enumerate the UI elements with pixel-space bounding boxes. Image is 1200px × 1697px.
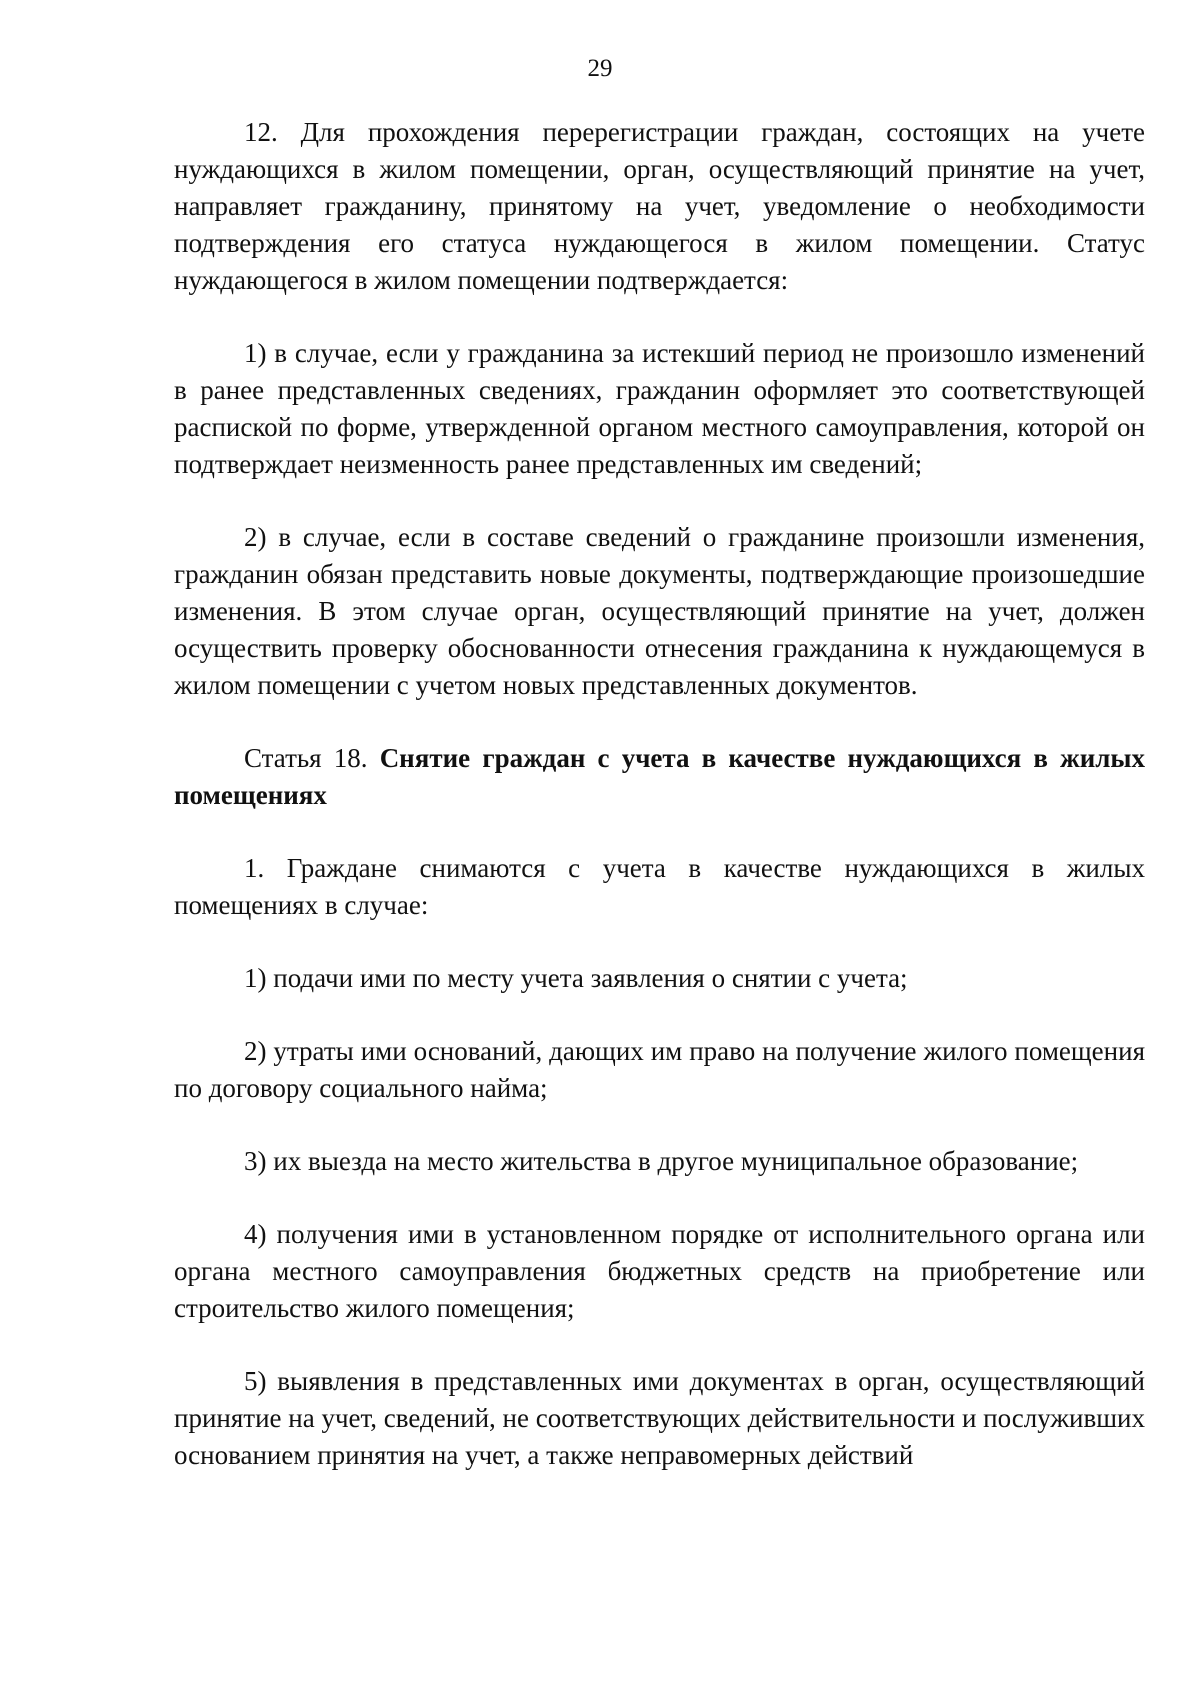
paragraph-subitem-2: 2) в случае, если в составе сведений о гражданине произошли изменения, гражданин обязан представить новые документы, подтверждающие произошедшие изменения. В этом случае орган, осуществляющий принятие на учет, должен осуществить проверку обоснованности отнесения гражданина к нуждающемуся в жилом помещении с учетом новых представленных документов. (174, 522, 1145, 700)
paragraph-item-12: 12. Для прохождения перерегистрации граждан, состоящих на учете нуждающихся в жилом помещении, орган, осуществляющий принятие на учет, направляет гражданину, принятому на учет, уведомление о необходимости подтверждения его статуса нуждающегося в жилом помещении. Статус нуждающегося в жилом помещении подтверждается: (174, 117, 1145, 295)
paragraph-case-5: 5) выявления в представленных ими документах в орган, осуществляющий принятие на учет, сведений, не соответствующих действительности и послуживших основанием принятия на учет, а также неправомерных действий (174, 1366, 1145, 1470)
article-heading (174, 740, 1145, 814)
document-body (174, 114, 1145, 1510)
article-label: Статья 18. (244, 743, 368, 773)
paragraph-case-1: 1) подачи ими по месту учета заявления о снятии с учета; (244, 963, 908, 993)
page-number: 29 (587, 55, 613, 82)
paragraph-case-4: 4) получения ими в установленном порядке от исполнительного органа или органа местного самоуправления бюджетных средств на приобретение или строительство жилого помещения; (174, 1219, 1145, 1323)
paragraph-article-item-1: 1. Граждане снимаются с учета в качестве нуждающихся в жилых помещениях в случае: (174, 853, 1145, 920)
paragraph-case-3: 3) их выезда на место жительства в другое муниципальное образование; (244, 1146, 1079, 1176)
article-title: Снятие граждан с учета в качестве нуждающихся в жилых помещениях (174, 743, 1145, 810)
paragraph-subitem-1: 1) в случае, если у гражданина за истекший период не произошло изменений в ранее представленных сведениях, гражданин оформляет это соответствующей распиской по форме, утвержденной органом местного самоуправления, которой он подтверждает неизменность ранее представленных им сведений; (174, 338, 1145, 479)
paragraph-case-2: 2) утраты ими оснований, дающих им право на получение жилого помещения по договору социального найма; (174, 1036, 1145, 1103)
